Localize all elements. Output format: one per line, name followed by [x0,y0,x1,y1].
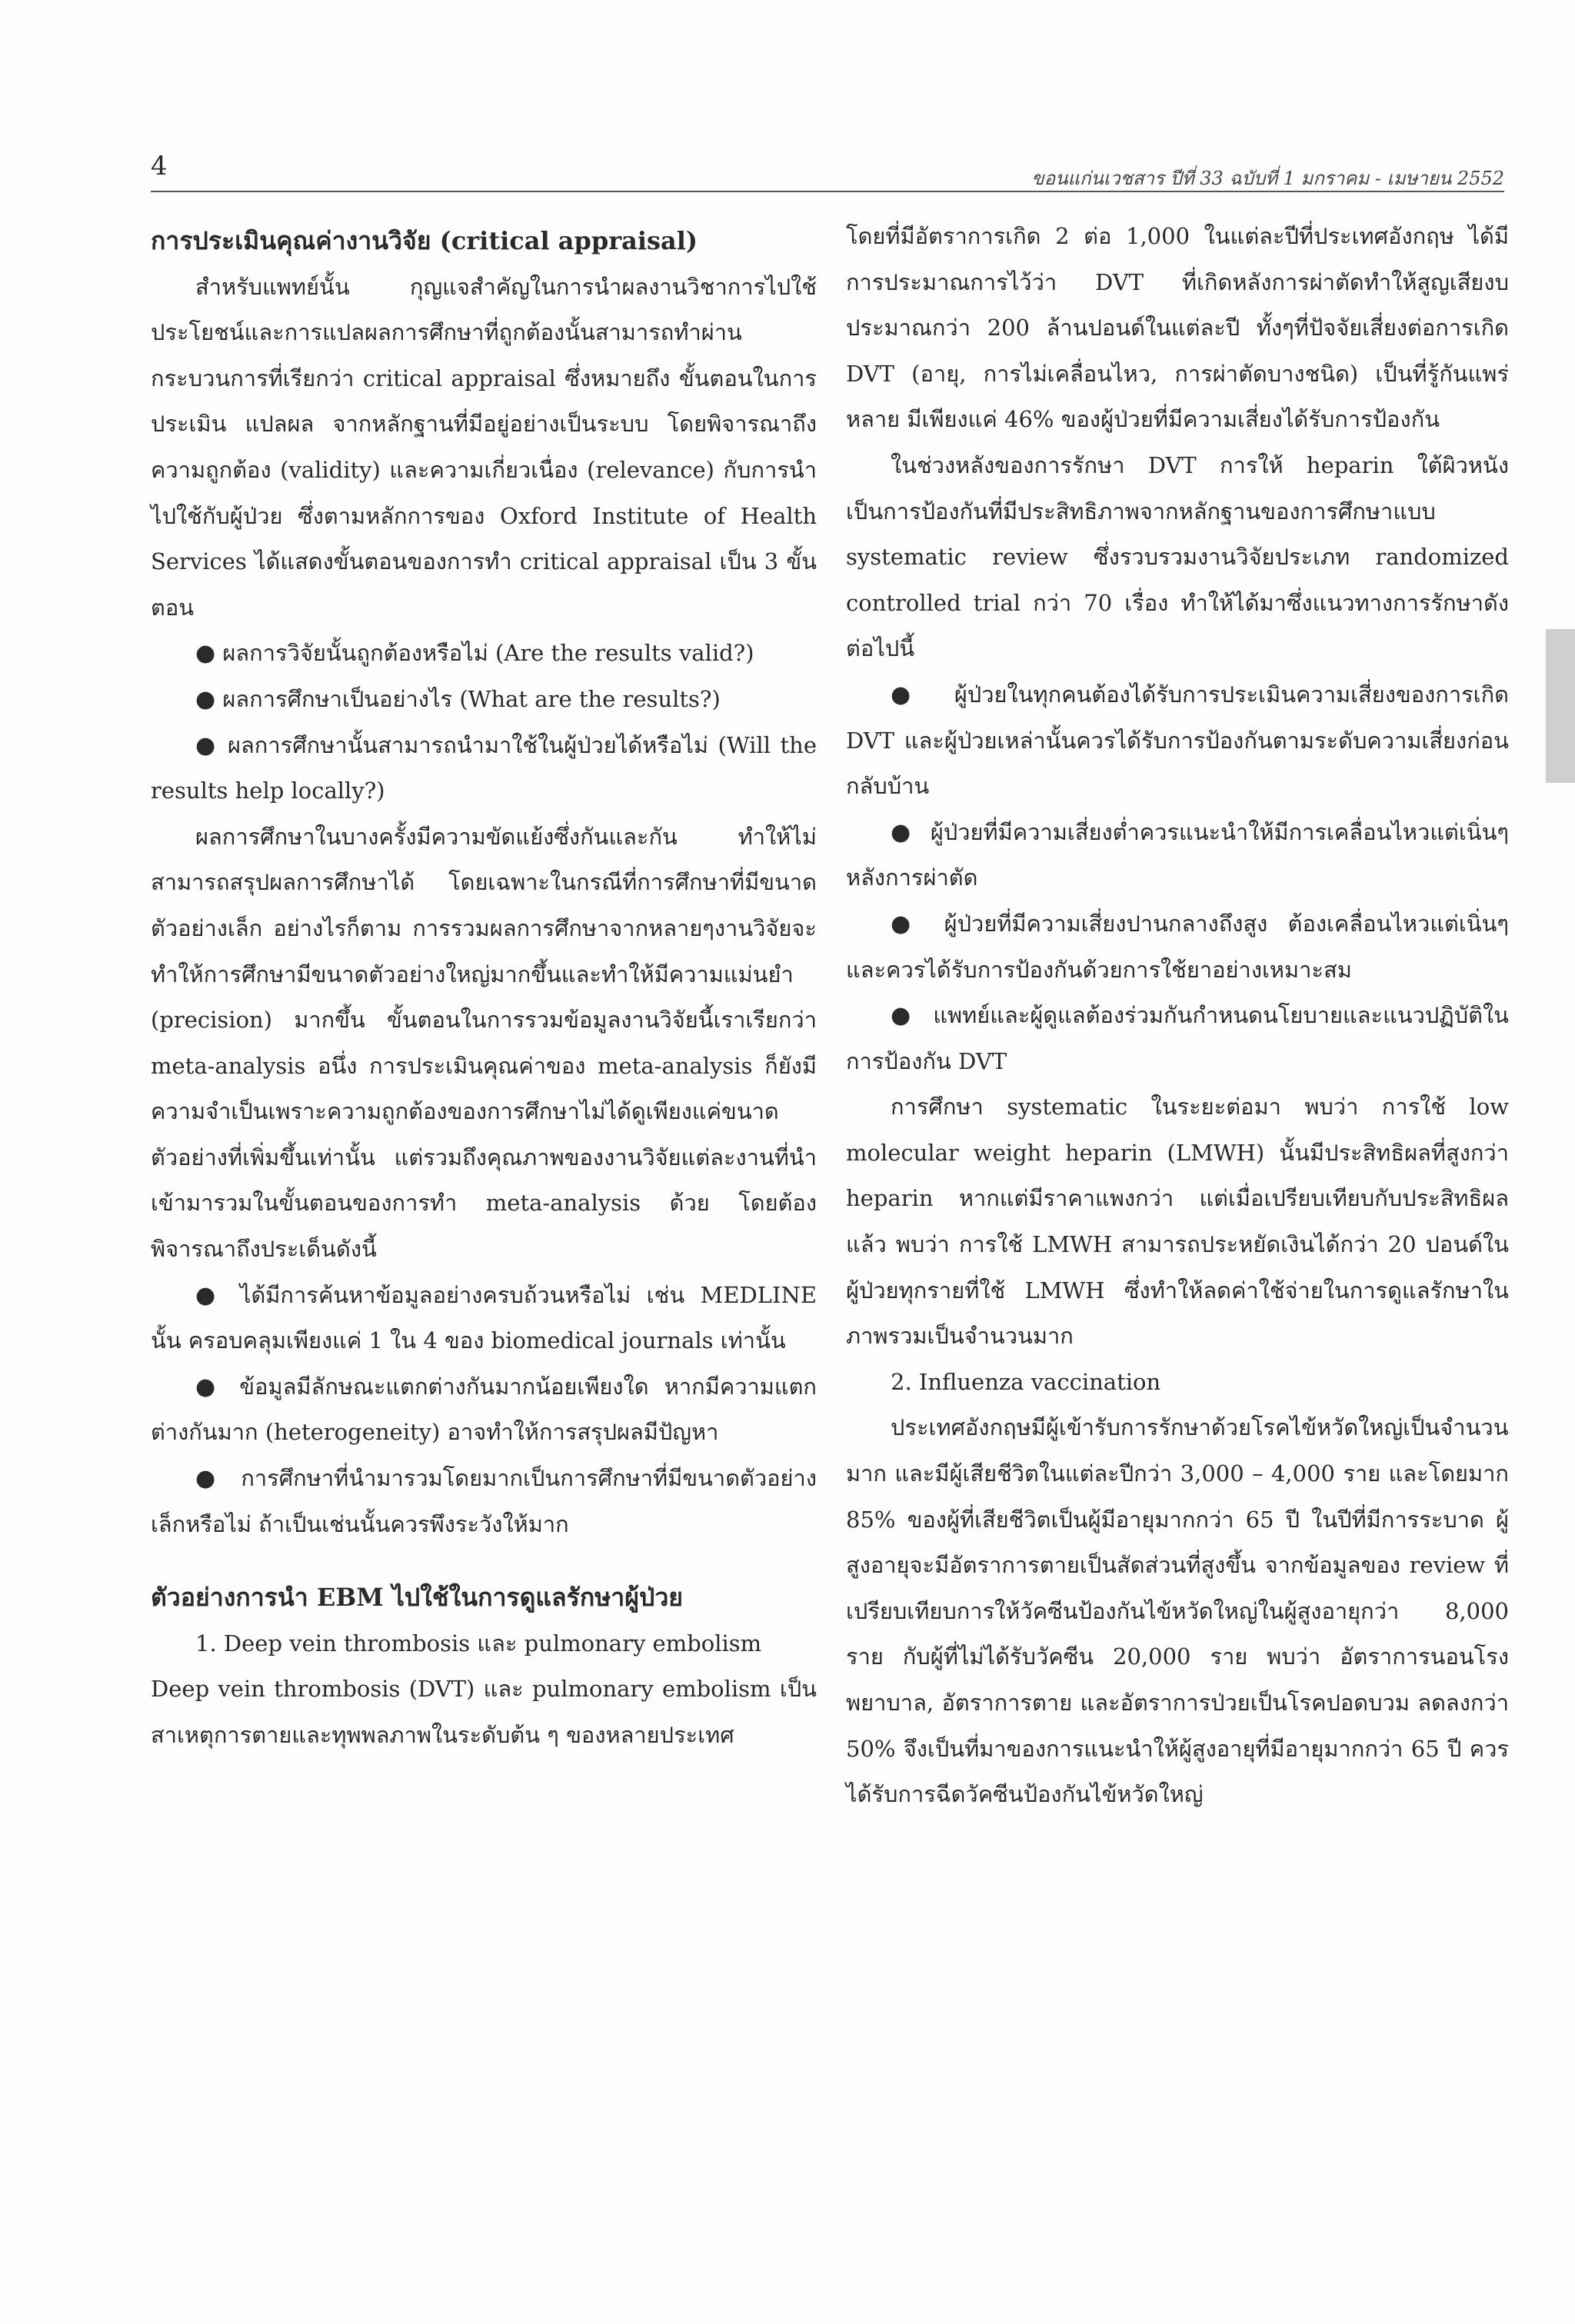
bullet-item: ● ผลการศึกษานั้นสามารถนำมาใช้ในผู้ป่วยได้หรือไม่ (Will the results help locally?) [151,731,817,804]
bullet-item: ● ได้มีการค้นหาข้อมูลอย่างครบถ้วนหรือไม่ เช่น MEDLINE นั้น ครอบคลุมเพียงแค่ 1 ใน 4 ของ biomedical journals เท่านั้น [151,1281,817,1354]
bullet-icon: ● [195,731,218,759]
subheading-dvt: 1. Deep vein thrombosis และ pulmonary embolism [195,1630,762,1656]
page-header [151,151,1504,189]
paragraph: ประเทศอังกฤษมีผู้เข้ารับการรักษาด้วยโรคไข้หวัดใหญ่เป็นจำนวนมาก และมีผู้เสียชีวิตในแต่ละปีกว่า 3,000 – 4,000 ราย และโดยมาก 85% ของผู้ที่เสียชีวิตเป็นผู้มีอายุมากกว่า 65 ปี ในปีที่มีการระบาด ผู้สูงอายุจะมีอัตราการตายเป็นสัดส่วนที่สูงขึ้น จากข้อมูลของ review ที่เปรียบเทียบการให้วัคซีนป้องกันไข้หวัดใหญ่ในผู้สูงอายุกว่า 8,000 ราย กับผู้ที่ไม่ได้รับวัคซีน 20,000 ราย พบว่า อัตราการนอนโรงพยาบาล, อัตราการตาย และอัตราการป่วยเป็นโรคปอดบวม ลดลงกว่า 50% จึงเป็นที่มาของการแนะนำให้ผู้สูงอายุที่มีอายุมากกว่า 65 ปี ควรได้รับการฉีดวัคซีนป้องกันไข้หวัดใหญ่ [846,1414,1509,1808]
paragraph: สำหรับแพทย์นั้น กุญแจสำคัญในการนำผลงานวิชาการไปใช้ประโยชน์และการแปลผลการศึกษาที่ถูกต้องนั้นสามารถทำผ่านกระบวนการที่เรียกว่า critical appraisal ซึ่งหมายถึง ขั้นตอนในการประเมิน แปลผล จากหลักฐานที่มีอยู่อย่างเป็นระบบ โดยพิจารณาถึงความถูกต้อง (validity) และความเกี่ยวเนื่อง (relevance) กับการนำไปใช้กับผู้ป่วย ซึ่งตามหลักการของ Oxford Institute of Health Services ได้แสดงขั้นตอนของการทำ critical appraisal เป็น 3 ขั้นตอน [151,273,817,621]
right-column [846,214,1509,1818]
section-heading-ebm-examples: ตัวอย่างการนำ EBM ไปใช้ในการดูแลรักษาผู้ป่วย [151,1583,684,1613]
section-heading-critical-appraisal: การประเมินคุณค่างานวิจัย (critical appraisal) [151,226,698,255]
bullet-icon: ● [891,681,929,708]
bullet-item: ● ผู้ป่วยที่มีความเสี่ยงต่ำควรแนะนำให้มีการเคลื่อนไหวแต่เนิ่นๆหลังการผ่าตัด [846,818,1509,891]
bullet-icon: ● [195,1465,225,1493]
bullet-icon: ● [195,1373,225,1400]
running-head: ขอนแก่นเวชสาร ปีที่ 33 ฉบับที่ 1 มกราคม - เมษายน 2552 [1031,168,1504,189]
bullet-icon: ● [891,818,917,846]
header-rule [151,191,1504,192]
bullet-icon: ● [195,640,216,668]
paragraph: Deep vein thrombosis (DVT) และ pulmonary embolism เป็นสาเหตุการตายและทุพพลภาพในระดับต้น ๆ ของหลายประเทศ [151,1676,817,1748]
bullet-item: ● แพทย์และผู้ดูแลต้องร่วมกันกำหนดนโยบายและแนวปฏิบัติในการป้องกัน DVT [846,1002,1509,1074]
bullet-item: ● ข้อมูลมีลักษณะแตกต่างกันมากน้อยเพียงใด หากมีความแตกต่างกันมาก (heterogeneity) อาจทำให้การสรุปผลมีปัญหา [151,1373,817,1446]
left-column [151,214,817,1759]
bullet-item: ● ผลการวิจัยนั้นถูกต้องหรือไม่ (Are the results valid?) [195,640,754,668]
bullet-icon: ● [195,685,216,713]
bullet-item: ● ผู้ป่วยในทุกคนต้องได้รับการประเมินความเสี่ยงของการเกิด DVT และผู้ป่วยเหล่านั้นควรได้รับการป้องกันตามระดับความเสี่ยงก่อนกลับบ้าน [846,681,1509,800]
paragraph: โดยที่มีอัตราการเกิด 2 ต่อ 1,000 ในแต่ละปีที่ประเทศอังกฤษ ได้มีการประมาณการไว้ว่า DVT ที่เกิดหลังการผ่าตัดทำให้สูญเสียงบประมาณกว่า 200 ล้านปอนด์ในแต่ละปี ทั้งๆที่ปัจจัยเสี่ยงต่อการเกิด DVT (อายุ, การไม่เคลื่อนไหว, การผ่าตัดบางชนิด) เป็นที่รู้กันแพร่หลาย มีเพียงแค่ 46% ของผู้ป่วยที่มีความเสี่ยงได้รับการป้องกัน [846,223,1509,433]
page-edge-mark [1546,629,1575,783]
bullet-icon: ● [891,910,924,937]
bullet-item: ● ผู้ป่วยที่มีความเสี่ยงปานกลางถึงสูง ต้องเคลื่อนไหวแต่เนิ่นๆและควรได้รับการป้องกันด้วยการใช้ยาอย่างเหมาะสม [846,910,1509,983]
bullet-item: ● ผลการศึกษาเป็นอย่างไร (What are the results?) [195,685,721,713]
page-number: 4 [151,151,168,181]
paragraph: ในช่วงหลังของการรักษา DVT การให้ heparin ใต้ผิวหนังเป็นการป้องกันที่มีประสิทธิภาพจากหลักฐานของการศึกษาแบบ systematic review ซึ่งรวบรวมงานวิจัยประเภท randomized controlled trial กว่า 70 เรื่อง ทำให้ได้มาซึ่งแนวทางการรักษาดังต่อไปนี้ [846,451,1509,662]
paragraph: ผลการศึกษาในบางครั้งมีความขัดแย้งซึ่งกันและกัน ทำให้ไม่สามารถสรุปผลการศึกษาได้ โดยเฉพาะในกรณีที่การศึกษาที่มีขนาดตัวอย่างเล็ก อย่างไรก็ตาม การรวมผลการศึกษาจากหลายๆงานวิจัยจะทำให้การศึกษามีขนาดตัวอย่างใหญ่มากขึ้นและทำให้มีความแม่นยำ (precision) มากขึ้น ขั้นตอนในการรวมข้อมูลงานวิจัยนี้เราเรียกว่า meta-analysis อนึ่ง การประเมินคุณค่าของ meta-analysis ก็ยังมีความจำเป็นเพราะความถูกต้องของการศึกษาไม่ได้ดูเพียงแค่ขนาดตัวอย่างที่เพิ่มขึ้นเท่านั้น แต่รวมถึงคุณภาพของงานวิจัยแต่ละงานที่นำเข้ามารวมในขั้นตอนของการทำ meta-analysis ด้วย โดยต้องพิจารณาถึงประเด็นดังนี้ [151,823,817,1263]
bullet-item: ● การศึกษาที่นำมารวมโดยมากเป็นการศึกษาที่มีขนาดตัวอย่างเล็กหรือไม่ ถ้าเป็นเช่นนั้นควรพึงระวังให้มาก [151,1465,817,1537]
bullet-icon: ● [195,1281,225,1309]
paragraph: การศึกษา systematic ในระยะต่อมา พบว่า การใช้ low molecular weight heparin (LMWH) นั้นมีประสิทธิผลที่สูงกว่า heparin หากแต่มีราคาแพงกว่า แต่เมื่อเปรียบเทียบกับประสิทธิผลแล้ว พบว่า การใช้ LMWH สามารถประหยัดเงินได้กว่า 20 ปอนด์ในผู้ป่วยทุกรายที่ใช้ LMWH ซึ่งทำให้ลดค่าใช้จ่ายในการดูแลรักษาในภาพรวมเป็นจำนวนมาก [846,1094,1509,1350]
subheading-influenza: 2. Influenza vaccination [891,1368,1161,1395]
bullet-icon: ● [891,1002,919,1030]
section-gap [151,1547,817,1575]
